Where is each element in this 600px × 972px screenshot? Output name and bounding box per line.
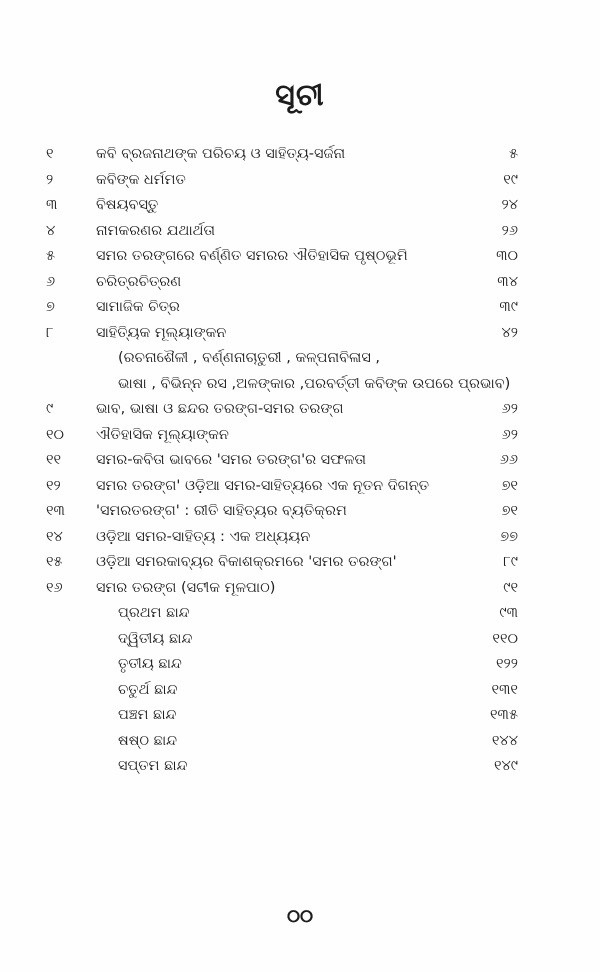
toc-page: ୭୧	[501, 503, 518, 519]
toc-title: ଷଷ୍ଠ ଛାନ୍ଦ	[118, 732, 178, 749]
toc-row-6	[0, 270, 600, 296]
toc-page: ୧୧୦	[492, 630, 518, 647]
toc-title: ଓଡ଼ିଆ ସମରକାବ୍ୟର ବିକାଶକ୍ରମରେ 'ସମର ତରଙ୍ଗ'	[96, 554, 397, 570]
toc-row-8	[0, 321, 600, 347]
toc-number: ୫	[46, 248, 56, 264]
toc-page: ୨୪	[501, 197, 518, 213]
toc-title: ପଞ୍ଚମ ଛାନ୍ଦ	[118, 707, 177, 723]
toc-subtopics: (ରଚନାଶୈଳୀ , ବର୍ଣ୍ଣନାଚାତୁରୀ , କଳ୍ପନାବିଳାସ ,	[118, 350, 381, 366]
toc-number: ୧୬	[46, 579, 63, 596]
toc-number: ୨	[46, 171, 54, 188]
toc-note-line-2	[0, 372, 600, 398]
toc-row-11	[0, 448, 600, 474]
toc-title: କବି ବ୍ରଜନାଥଙ୍କ ପରିଚୟ ଓ ସାହିତ୍ୟ-ସର୍ଜନା	[96, 146, 346, 162]
toc-canto-2	[0, 627, 600, 653]
toc-page: ୧୪୯	[493, 758, 518, 774]
toc-row-5	[0, 244, 600, 270]
table-of-contents	[0, 142, 600, 780]
toc-number: ୭	[46, 299, 55, 315]
toc-canto-3	[0, 652, 600, 678]
toc-page: ୧୨୨	[496, 656, 518, 672]
toc-number: ୪	[46, 222, 56, 239]
toc-title: ଓଡ଼ିଆ ସମର-ସାହିତ୍ୟ : ଏକ ଅଧ୍ୟୟନ	[96, 528, 311, 545]
toc-title: ସପ୍ତମ ଛାନ୍ଦ	[118, 758, 188, 774]
toc-row-15	[0, 550, 600, 576]
toc-number: ୧୪	[46, 528, 63, 545]
toc-row-9	[0, 397, 600, 423]
toc-row-16	[0, 576, 600, 602]
toc-title: ସାହିତ୍ୟିକ ମୂଲ୍ୟାଙ୍କନ	[96, 324, 227, 341]
toc-canto-7	[0, 754, 600, 780]
toc-row-7	[0, 295, 600, 321]
toc-title: ଚତୁର୍ଥ ଛାନ୍ଦ	[118, 681, 178, 698]
toc-number: ୧୦	[46, 426, 65, 443]
toc-page: ୩୯	[499, 299, 518, 315]
toc-page: ୬୨	[501, 401, 518, 417]
toc-title: ଐତିହାସିକ ମୂଲ୍ୟାଙ୍କନ	[96, 426, 229, 443]
toc-title: ସମର ତରଙ୍ଗ' ଓଡ଼ିଆ ସମର-ସାହିତ୍ୟରେ ଏକ ନୂତନ ଦିଗନ୍ତ	[96, 477, 430, 494]
toc-title: କବିଙ୍କ ଧର୍ମମତ	[96, 171, 186, 188]
toc-row-12	[0, 474, 600, 500]
toc-title: ସାମାଜିକ ଚିତ୍ର	[96, 299, 180, 315]
toc-page: ୧୩୫	[490, 707, 518, 723]
toc-title: ସମର ତରଙ୍ଗରେ ବର୍ଣ୍ଣିତ ସମରର ଐତିହାସିକ ପୃଷ୍ଠଭୂମି	[96, 248, 408, 264]
toc-row-2	[0, 168, 600, 194]
toc-number: ୯	[46, 401, 54, 417]
toc-title: ତୃତୀୟ ଛାନ୍ଦ	[118, 656, 182, 672]
toc-page: ୯୧	[503, 579, 518, 596]
toc-row-1	[0, 142, 600, 168]
toc-number: ୧୨	[46, 477, 61, 494]
page-folio: ୦୦	[286, 906, 314, 927]
toc-number: ୧	[46, 146, 54, 162]
toc-page: ୬୨	[501, 426, 518, 443]
toc-title: ପ୍ରଥମ ଛାନ୍ଦ	[118, 605, 190, 621]
toc-page: ୮୯	[503, 554, 518, 570]
toc-title: ଚରିତ୍ରଚିତ୍ରଣ	[96, 273, 182, 290]
toc-title: ସମର ତରଙ୍ଗ (ସଟୀକ ମୂଳପାଠ)	[96, 579, 276, 596]
toc-page: ୫	[508, 146, 518, 162]
toc-title: ଦ୍ୱିତୀୟ ଛାନ୍ଦ	[118, 630, 193, 647]
toc-page: ୩୦	[496, 248, 518, 264]
toc-title: ବିଷୟବସ୍ତୁ	[96, 197, 159, 213]
toc-title: 'ସମରତରଙ୍ଗ' : ରୀତି ସାହିତ୍ୟର ବ୍ୟତିକ୍ରମ	[96, 503, 347, 519]
toc-page: ୬୬	[499, 452, 518, 468]
toc-row-10	[0, 423, 600, 449]
toc-page: ୩୪	[497, 273, 518, 290]
toc-page: ୭୭	[500, 528, 518, 545]
toc-page: ୧୯	[503, 171, 518, 188]
toc-number: ୧୫	[46, 554, 63, 570]
toc-row-13	[0, 499, 600, 525]
toc-number: ୩	[46, 197, 58, 213]
toc-canto-1	[0, 601, 600, 627]
toc-page: ୭୧	[501, 477, 518, 494]
toc-note-line-1	[0, 346, 600, 372]
toc-title: ସମର-କବିତା ଭାବରେ 'ସମର ତରଙ୍ଗ'ର ସଫଳତା	[96, 452, 367, 468]
toc-title: ଭାବ, ଭାଷା ଓ ଛନ୍ଦର ତରଙ୍ଗ-ସମର ତରଙ୍ଗ	[96, 401, 344, 417]
toc-row-3	[0, 193, 600, 219]
toc-subtopics: ଭାଷା , ବିଭିନ୍ନ ରସ ,ଅଳଙ୍କାର ,ପରବର୍ତ୍ତୀ କବିଙ୍କ ଉପରେ ପ୍ରଭାବ)	[118, 375, 511, 392]
page-title: ସୂଚୀ	[275, 78, 325, 113]
toc-number: ୧୧	[46, 452, 62, 468]
toc-canto-4	[0, 678, 600, 704]
toc-page: ୨୬	[501, 222, 518, 239]
toc-row-14	[0, 525, 600, 551]
toc-number: ୬	[46, 273, 56, 290]
toc-page: ୧୪୪	[491, 732, 518, 749]
toc-page: ୯୩	[499, 605, 518, 621]
toc-canto-6	[0, 729, 600, 755]
toc-canto-5	[0, 703, 600, 729]
toc-number: ୮	[46, 324, 54, 341]
toc-page: ୪୨	[501, 324, 518, 341]
toc-number: ୧୩	[46, 503, 65, 519]
toc-title: ନାମକରଣର ଯଥାର୍ଥତା	[96, 222, 216, 239]
toc-page: ୧୩୧	[491, 681, 518, 698]
toc-row-4	[0, 219, 600, 245]
